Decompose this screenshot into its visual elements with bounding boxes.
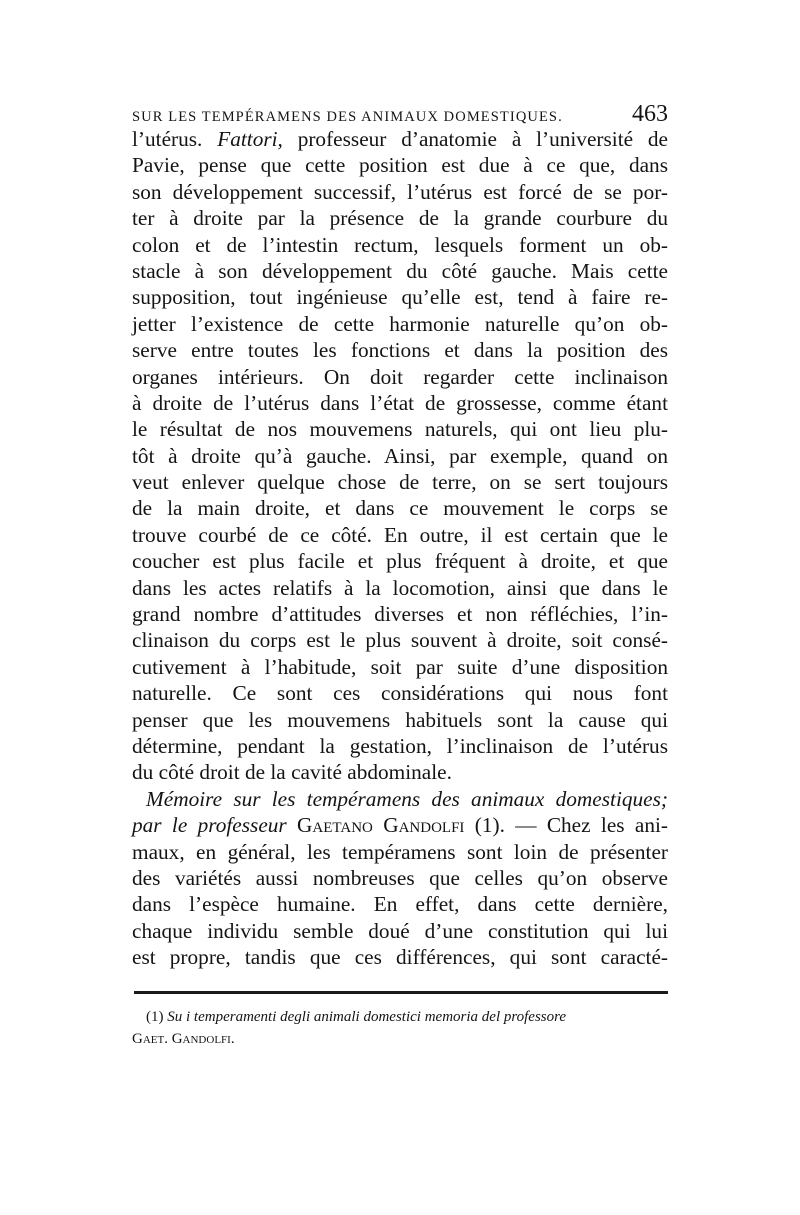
text-line	[132, 733, 668, 759]
text-segment: maux, en général, les tempéramens sont loin de présenter	[132, 839, 668, 864]
text-line	[132, 575, 668, 601]
text-segment: (1). — Chez les ani-	[464, 813, 668, 838]
text-line	[132, 812, 668, 838]
text-line	[132, 865, 668, 891]
text-segment: des variétés aussi nombreuses que celles qu’on observe	[132, 865, 668, 890]
text-segment: son développement successif, l’utérus est forcé de se por-	[132, 179, 668, 204]
text-line	[132, 416, 668, 442]
text-line	[132, 364, 668, 390]
text-line	[132, 495, 668, 521]
text-segment: coucher est plus facile et plus fréquent à droite, et que	[132, 549, 668, 574]
text-line	[132, 786, 668, 812]
text-segment: jetter l’existence de cette harmonie naturelle qu’on ob-	[132, 311, 668, 336]
text-line	[132, 311, 668, 337]
text-line	[132, 469, 668, 495]
text-segment: ter à droite par la présence de la grande courbure du	[132, 206, 668, 231]
text-segment: serve entre toutes les fonctions et dans la position des	[132, 338, 668, 363]
text-segment: cutivement à l’habitude, soit par suite d’une disposition	[132, 654, 668, 679]
text-segment: trouve courbé de ce côté. En outre, il est certain que le	[132, 522, 668, 547]
text-line	[132, 918, 668, 944]
running-head	[132, 92, 668, 126]
text-line	[132, 759, 668, 785]
text-segment: chaque individu semble doué d’une constitution qui lui	[132, 918, 668, 943]
text-segment: le résultat de nos mouvemens naturels, qui ont lieu plu-	[132, 417, 668, 442]
text-segment: (1)	[146, 1009, 168, 1025]
text-line	[132, 152, 668, 178]
text-line	[132, 627, 668, 653]
text-segment: est propre, tandis que ces différences, qui sont caracté-	[132, 945, 668, 970]
text-line	[132, 601, 668, 627]
page-number: 463	[632, 101, 668, 127]
text-segment: Gaetano Gandolfi	[297, 813, 465, 838]
text-segment: colon et de l’intestin rectum, lesquels forment un ob-	[132, 232, 668, 257]
text-segment: dans l’espèce humaine. En effet, dans cette dernière,	[132, 892, 668, 917]
text-segment: clinaison du corps est le plus souvent à droite, soit consé-	[132, 628, 668, 653]
text-segment: Fattori,	[217, 127, 283, 151]
text-line	[132, 944, 668, 970]
text-line	[132, 232, 668, 258]
text-segment: organes intérieurs. On doit regarder cette inclinaison	[132, 364, 668, 389]
text-segment: détermine, pendant la gestation, l’inclinaison de l’utérus	[132, 733, 668, 758]
text-segment: naturelle. Ce sont ces considérations qui nous font	[132, 681, 668, 706]
text-line	[132, 548, 668, 574]
body-text	[132, 126, 668, 971]
footnote-line	[132, 1006, 668, 1028]
text-segment: penser que les mouvemens habituels sont la cause qui	[132, 707, 668, 732]
text-segment: grand nombre d’attitudes diverses et non réfléchies, l’in-	[132, 602, 668, 627]
text-line	[132, 891, 668, 917]
text-line	[132, 443, 668, 469]
text-line	[132, 707, 668, 733]
text-segment: professeur d’anatomie à l’université de	[282, 127, 668, 151]
footnote	[132, 1006, 668, 1050]
text-segment: supposition, tout ingénieuse qu’elle est, tend à faire re-	[132, 285, 668, 310]
footnote-line	[132, 1028, 668, 1050]
text-line	[132, 680, 668, 706]
text-line	[132, 126, 668, 152]
footnote-rule	[134, 991, 668, 994]
text-line	[132, 522, 668, 548]
text-segment: Gaet. Gandolfi.	[132, 1031, 235, 1047]
text-segment: Mémoire sur les tempéramens des animaux domestiques;	[146, 786, 668, 811]
text-line	[132, 205, 668, 231]
text-line	[132, 390, 668, 416]
text-line	[132, 839, 668, 865]
text-segment: l’utérus.	[132, 127, 218, 151]
text-segment: stacle à son développement du côté gauche. Mais cette	[132, 258, 668, 283]
text-segment: du côté droit de la cavité abdominale.	[132, 760, 452, 785]
text-segment: de la main droite, et dans ce mouvement le corps se	[132, 496, 668, 521]
text-line	[132, 258, 668, 284]
text-line	[132, 654, 668, 680]
text-line	[132, 284, 668, 310]
text-segment: à droite de l’utérus dans l’état de grossesse, comme étant	[132, 390, 668, 415]
running-head-title: SUR LES TEMPÉRAMENS DES ANIMAUX DOMESTIQUES.	[132, 109, 563, 125]
text-segment: Su i temperamenti degli animali domestici memoria del professore	[167, 1009, 567, 1025]
text-segment: Pavie, pense que cette position est due à ce que, dans	[132, 153, 668, 178]
text-line	[132, 179, 668, 205]
text-segment: tôt à droite qu’à gauche. Ainsi, par exemple, quand on	[132, 443, 668, 468]
text-segment: par le professeur	[132, 813, 298, 838]
text-segment: dans les actes relatifs à la locomotion, ainsi que dans le	[132, 575, 668, 600]
text-line	[132, 337, 668, 363]
text-segment: veut enlever quelque chose de terre, on se sert toujours	[132, 470, 668, 495]
